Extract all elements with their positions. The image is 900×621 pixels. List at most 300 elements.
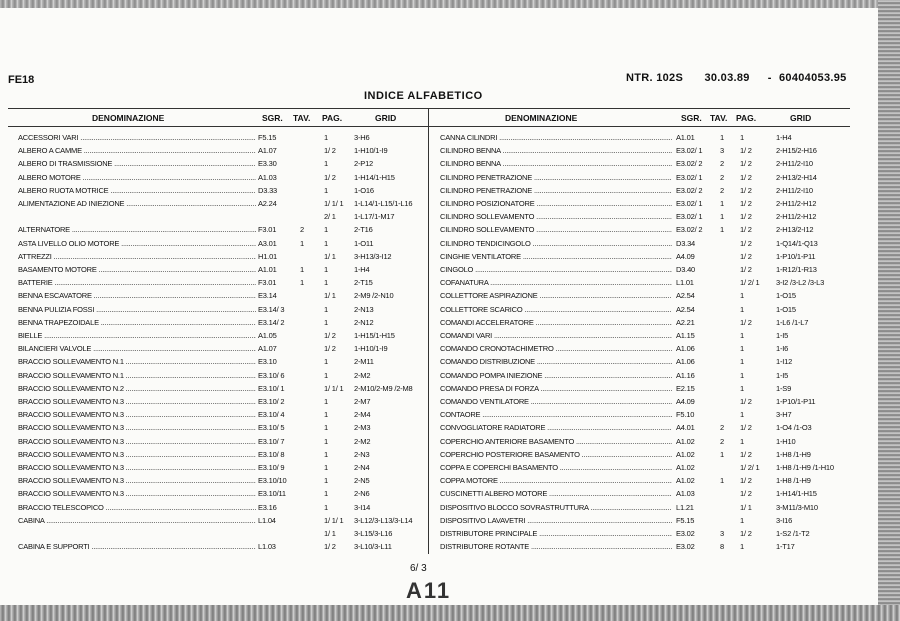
entry-tav: 3	[720, 146, 724, 156]
entry-sgr: A2.24	[258, 199, 277, 208]
entry-sgr: D3.40	[676, 265, 696, 274]
entry-pag: 1/ 2	[740, 476, 752, 486]
table-row	[18, 503, 423, 516]
doc-number: 60404053.95	[779, 72, 847, 84]
entry-grid: 1-I5	[776, 331, 789, 340]
entry-name: BRACCIO SOLLEVAMENTO N.3 .....	[18, 410, 256, 419]
entry-grid: 1-R12/1-R13	[776, 265, 817, 274]
entry-pag: 1	[324, 410, 328, 420]
entry-grid: 1-L6 /1-L7	[776, 317, 809, 327]
col-grid-left: GRID	[375, 113, 397, 123]
entry-pag: 1/ 2	[740, 529, 752, 538]
entry-pag: 1/ 1/ 1	[324, 383, 344, 393]
entry-sgr: A4.01	[676, 423, 695, 433]
table-row	[440, 278, 845, 291]
table-row	[440, 463, 845, 476]
entry-sgr: E3.10/ 4	[258, 410, 285, 420]
entry-sgr: A1.07	[258, 344, 277, 354]
entry-sgr: A1.02	[676, 463, 695, 472]
entry-pag: 1/ 2	[740, 238, 752, 248]
entry-grid: 1-T17	[776, 542, 795, 552]
table-row	[440, 212, 845, 225]
entry-pag: 1/ 2	[740, 172, 752, 182]
entry-sgr: F3.01	[258, 278, 277, 288]
table-row	[18, 199, 423, 212]
entry-pag: 1	[740, 410, 744, 420]
entry-grid: 2-M9 /2-N10	[354, 291, 394, 301]
table-row	[440, 423, 845, 436]
table-row	[440, 331, 845, 344]
entry-name: COLLETTORE SCARICO .....	[440, 305, 672, 314]
entry-sgr: E3.10/ 1	[258, 383, 285, 393]
table-row	[440, 410, 845, 423]
entry-name: BRACCIO SOLLEVAMENTO N.1 .....	[18, 357, 256, 366]
scan-edge-top	[0, 0, 900, 8]
entry-sgr: A1.03	[676, 489, 695, 499]
entry-pag: 1	[324, 449, 328, 459]
entry-grid: 1-O4 /1-O3	[776, 423, 812, 433]
entry-pag: 1/ 2	[740, 397, 752, 406]
entry-pag: 1	[324, 489, 328, 499]
entry-pag: 1/ 2	[740, 212, 752, 222]
entry-pag: 1	[324, 265, 328, 274]
entry-grid: 3-I16	[776, 515, 793, 525]
entry-tav: 1	[300, 278, 304, 288]
entry-sgr: F5.15	[676, 515, 695, 525]
entry-tav: 1	[720, 199, 724, 208]
table-row	[440, 265, 845, 278]
table-row	[18, 529, 423, 542]
entry-pag: 1/ 2	[740, 251, 752, 261]
table-row	[18, 344, 423, 357]
entry-tav: 1	[300, 265, 304, 274]
entry-name: ACCESSORI VARI .....	[18, 133, 256, 142]
entry-grid: 1-H10/1-I9	[354, 344, 388, 354]
entry-grid: 2-M10/2-M9 /2-M8	[354, 383, 413, 393]
table-row	[440, 173, 845, 186]
entry-grid: 1-Q14/1-Q13	[776, 238, 818, 248]
entry-name: COLLETTORE ASPIRAZIONE .....	[440, 291, 672, 300]
entry-pag: 1/ 2	[740, 146, 752, 156]
entry-name: CILINDRO SOLLEVAMENTO .....	[440, 225, 672, 234]
entry-sgr: E3.02/ 1	[676, 199, 703, 208]
entry-pag: 1	[324, 397, 328, 406]
entry-pag: 1	[324, 278, 328, 288]
entry-grid: 2-H11/2-H12	[776, 199, 817, 208]
entry-name: CONVOGLIATORE RADIATORE .....	[440, 423, 672, 432]
entry-sgr: A1.05	[258, 331, 277, 340]
entry-pag: 1	[740, 304, 744, 314]
entry-grid: 3-H6	[354, 133, 370, 142]
entry-sgr: A2.21	[676, 317, 695, 327]
entry-grid: 2-H11/2-I10	[776, 159, 813, 169]
entry-grid: 1-H8 /1-H9	[776, 449, 811, 459]
table-row	[18, 397, 423, 410]
entry-sgr: E3.02/ 2	[676, 185, 703, 195]
entry-name: BRACCIO SOLLEVAMENTO N.3 .....	[18, 423, 256, 432]
entry-sgr: E3.10/10	[258, 476, 287, 486]
col-denominazione-left: DENOMINAZIONE	[92, 113, 165, 123]
entry-tav: 1	[720, 225, 724, 235]
entry-sgr: E3.10/ 8	[258, 449, 285, 459]
entry-name: ALBERO DI TRASMISSIONE .....	[18, 159, 256, 168]
table-row	[18, 133, 423, 146]
table-row	[440, 529, 845, 542]
entry-grid: 2-M4	[354, 410, 371, 420]
table-row	[18, 542, 423, 555]
table-row	[440, 542, 845, 555]
col-denominazione-right: DENOMINAZIONE	[505, 113, 578, 123]
entry-grid: 1-H10/1-I9	[354, 146, 388, 156]
entry-pag: 1/ 2/ 1	[740, 463, 760, 472]
entry-tav: 8	[720, 542, 724, 552]
entry-name: BATTERIE .....	[18, 278, 256, 287]
entry-grid: 2-M2	[354, 370, 371, 380]
entry-name: DISPOSITIVO BLOCCO SOVRASTRUTTURA .....	[440, 503, 672, 512]
entry-grid: 2-H11/2-H12	[776, 212, 817, 222]
entry-sgr: A3.01	[258, 238, 277, 248]
entry-grid: 1-S2 /1-T2	[776, 529, 810, 538]
entry-grid: 3-I14	[354, 502, 371, 512]
entry-pag: 1	[740, 370, 744, 380]
entry-name: ALTERNATORE .....	[18, 225, 256, 234]
entry-sgr: A2.54	[676, 304, 695, 314]
entry-name: BENNA TRAPEZOIDALE .....	[18, 318, 256, 327]
col-tav-left: TAV.	[293, 113, 311, 123]
doc-date: 30.03.89	[704, 72, 750, 84]
entry-name: CILINDRO PENETRAZIONE .....	[440, 173, 672, 182]
entry-name: COPERCHIO POSTERIORE BASAMENTO .....	[440, 450, 672, 459]
entry-name: COMANDO POMPA INIEZIONE .....	[440, 371, 672, 380]
entry-sgr: E3.10/11	[258, 489, 286, 499]
table-row	[18, 410, 423, 423]
table-row	[440, 146, 845, 159]
entry-pag: 1	[324, 463, 328, 472]
entry-tav: 1	[720, 133, 724, 142]
entry-sgr: E3.10/ 5	[258, 423, 285, 433]
column-divider	[428, 108, 429, 554]
entry-pag: 1	[324, 502, 328, 512]
scan-edge-right	[878, 0, 900, 621]
entry-pag: 1	[324, 304, 328, 314]
table-row	[440, 199, 845, 212]
entry-name: CILINDRO TENDICINGOLO .....	[440, 239, 672, 248]
entry-pag: 1/ 1/ 1	[324, 199, 344, 208]
table-row	[440, 516, 845, 529]
entry-sgr: A1.07	[258, 146, 277, 156]
table-row	[18, 437, 423, 450]
table-row	[18, 291, 423, 304]
entry-pag: 1	[324, 159, 328, 169]
entry-name: BRACCIO SOLLEVAMENTO N.3 .....	[18, 463, 256, 472]
table-row	[440, 133, 845, 146]
col-sgr-right: SGR.	[681, 113, 702, 123]
entry-pag: 1/ 2	[740, 159, 752, 169]
entry-pag: 1/ 2	[740, 449, 752, 459]
entry-name: ASTA LIVELLO OLIO MOTORE .....	[18, 239, 256, 248]
entry-grid: 2-P12	[354, 159, 374, 169]
col-tav-right: TAV.	[710, 113, 728, 123]
entry-grid: 1-O15	[776, 304, 796, 314]
entry-pag: 1	[324, 225, 328, 235]
entry-grid: 1-H14/1-H15	[354, 172, 395, 182]
table-row	[440, 239, 845, 252]
entry-pag: 1/ 2	[740, 225, 752, 235]
entry-tav: 1	[720, 449, 724, 459]
table-row	[18, 212, 423, 225]
entry-grid: 1-P10/1-P11	[776, 251, 816, 261]
entry-name: BRACCIO SOLLEVAMENTO N.3 .....	[18, 450, 256, 459]
entry-grid: 1-S9	[776, 383, 792, 393]
table-row	[18, 252, 423, 265]
entry-grid: 3-L10/3-L11	[354, 542, 392, 552]
entry-sgr: D3.34	[676, 238, 696, 248]
table-row	[18, 463, 423, 476]
entry-name: DISPOSITIVO LAVAVETRI .....	[440, 516, 672, 525]
entry-grid: 2-M11	[354, 357, 374, 367]
scan-edge-bottom	[0, 605, 900, 621]
entry-sgr: E3.10/ 6	[258, 370, 285, 380]
entry-sgr: A4.09	[676, 397, 695, 406]
entry-sgr: A1.03	[258, 172, 277, 182]
entry-grid: 1-I12	[776, 357, 793, 367]
entry-tav: 1	[720, 476, 724, 486]
entry-name: COPERCHIO ANTERIORE BASAMENTO .....	[440, 437, 672, 446]
entry-name: BRACCIO SOLLEVAMENTO N.2 .....	[18, 384, 256, 393]
entry-pag: 1	[324, 185, 328, 195]
entry-grid: 2-H13/2-I12	[776, 225, 814, 235]
entry-pag: 1/ 2	[324, 172, 336, 182]
entry-sgr: A1.02	[676, 449, 695, 459]
doc-reference: NTR. 102S 30.03.89 - 60404053.95	[626, 72, 847, 84]
entry-sgr: E3.02/ 1	[676, 172, 703, 182]
entry-grid: 1-O11	[354, 238, 374, 248]
entry-pag: 1	[324, 238, 328, 248]
entry-pag: 1	[740, 515, 744, 525]
entry-pag: 1/ 2/ 1	[740, 278, 760, 288]
ntr-label: NTR. 102S	[626, 72, 684, 84]
table-row	[440, 397, 845, 410]
entry-pag: 1/ 2	[740, 265, 752, 274]
entry-sgr: E3.30	[258, 159, 277, 169]
entry-tav: 2	[720, 423, 724, 433]
entry-sgr: A1.02	[676, 476, 695, 486]
entry-grid: 1-H8 /1-H9 /1-H10	[776, 463, 834, 472]
table-row	[18, 423, 423, 436]
entry-sgr: A1.02	[676, 436, 695, 446]
entry-grid: 2-M3	[354, 423, 371, 433]
entry-grid: 2-T16	[354, 225, 373, 235]
entry-name: BRACCIO SOLLEVAMENTO N.3 .....	[18, 437, 256, 446]
table-row	[18, 173, 423, 186]
col-pag-left: PAG.	[322, 113, 343, 123]
entry-grid: 3-L12/3-L13/3-L14	[354, 515, 413, 525]
table-row	[440, 357, 845, 370]
entry-name: BENNA PULIZIA FOSSI .....	[18, 305, 256, 314]
entry-grid: 3-I2 /3-L2 /3-L3	[776, 278, 825, 288]
entry-pag: 1/ 2	[324, 146, 336, 156]
entry-name: CINGOLO .....	[440, 265, 672, 274]
table-row	[440, 252, 845, 265]
entry-pag: 1/ 1	[324, 529, 336, 538]
entry-grid: 1-L17/1-M17	[354, 212, 395, 222]
entry-tav: 1	[300, 238, 304, 248]
entry-name: CABINA E SUPPORTI .....	[18, 542, 256, 551]
entry-sgr: E3.10/ 7	[258, 436, 285, 446]
table-row	[440, 503, 845, 516]
entry-name: COMANDI ACCELERATORE .....	[440, 318, 672, 327]
entry-sgr: A2.54	[676, 291, 695, 301]
entry-grid: 1-H4	[776, 133, 792, 142]
entry-grid: 1-H10	[776, 436, 796, 446]
entry-pag: 1	[324, 370, 328, 380]
entry-pag: 1/ 2	[740, 489, 752, 499]
entry-name: CINGHIE VENTILATORE .....	[440, 252, 672, 261]
table-row	[18, 476, 423, 489]
entry-name: BASAMENTO MOTORE .....	[18, 265, 256, 274]
entry-tav: 2	[720, 185, 724, 195]
page-title: INDICE ALFABETICO	[364, 90, 483, 102]
table-row	[18, 331, 423, 344]
entry-pag: 1/ 2	[740, 185, 752, 195]
entry-grid: 1-H15/1-H15	[354, 331, 395, 340]
table-row	[440, 291, 845, 304]
entry-name: COMANDO VENTILATORE .....	[440, 397, 672, 406]
entry-grid: 2-H13/2-H14	[776, 172, 817, 182]
entry-name: CILINDRO POSIZIONATORE .....	[440, 199, 672, 208]
entry-sgr: A1.15	[676, 331, 695, 340]
entry-tav: 2	[720, 172, 724, 182]
entry-pag: 1/ 2	[324, 331, 336, 340]
entry-sgr: F5.10	[676, 410, 695, 420]
entry-grid: 2-T15	[354, 278, 373, 288]
entry-grid: 3-L15/3-L16	[354, 529, 393, 538]
table-row	[440, 159, 845, 172]
entry-pag: 1	[324, 476, 328, 486]
entry-pag: 1	[740, 331, 744, 340]
entry-sgr: E3.14/ 3	[258, 304, 285, 314]
table-row	[440, 318, 845, 331]
entry-sgr: E3.16	[258, 502, 277, 512]
entry-sgr: A1.01	[258, 265, 277, 274]
entry-grid: 1-L14/1-L15/1-L16	[354, 199, 413, 208]
entry-pag: 1	[740, 542, 744, 552]
col-grid-right: GRID	[790, 113, 812, 123]
entry-pag: 1/ 1/ 1	[324, 515, 344, 525]
entry-pag: 1/ 1	[324, 251, 336, 261]
entry-pag: 1	[324, 133, 328, 142]
table-row	[18, 384, 423, 397]
entry-name: ATTREZZI .....	[18, 252, 256, 261]
entry-name: COMANDO CRONOTACHIMETRO .....	[440, 344, 672, 353]
entry-tav: 2	[720, 159, 724, 169]
entry-name: BILANCIERI VALVOLE .....	[18, 344, 256, 353]
entry-grid: 2-H15/2-H16	[776, 146, 817, 156]
col-sgr-left: SGR.	[262, 113, 283, 123]
entry-name: CONTAORE .....	[440, 410, 672, 419]
entry-sgr: L1.01	[676, 278, 694, 288]
entry-grid: 2-N6	[354, 489, 370, 499]
table-row	[440, 186, 845, 199]
entry-name: BRACCIO SOLLEVAMENTO N.3 .....	[18, 397, 256, 406]
entry-pag: 1	[740, 291, 744, 301]
entry-sgr: E3.02	[676, 529, 695, 538]
entry-name: CILINDRO PENETRAZIONE .....	[440, 186, 672, 195]
entry-sgr: E3.10	[258, 357, 277, 367]
entry-pag: 1/ 2	[740, 199, 752, 208]
entry-pag: 1	[740, 383, 744, 393]
entry-sgr: E3.02/ 1	[676, 146, 703, 156]
entry-grid: 1-H14/1-H15	[776, 489, 817, 499]
entry-grid: 2-M7	[354, 397, 371, 406]
entry-name: ALBERO RUOTA MOTRICE .....	[18, 186, 256, 195]
entry-grid: 2-N4	[354, 463, 370, 472]
entry-name: COPPA MOTORE .....	[440, 476, 672, 485]
table-row	[18, 371, 423, 384]
table-row	[440, 437, 845, 450]
entry-grid: 2-N12	[354, 317, 374, 327]
entry-name: COMANDI VARI .....	[440, 331, 672, 340]
table-row	[18, 146, 423, 159]
entry-name: CUSCINETTI ALBERO MOTORE .....	[440, 489, 672, 498]
entry-pag: 1	[740, 357, 744, 367]
table-row	[18, 305, 423, 318]
table-row	[18, 357, 423, 370]
entry-pag: 1	[740, 436, 744, 446]
table-row	[18, 186, 423, 199]
col-pag-right: PAG.	[736, 113, 757, 123]
entry-sgr: E3.02/ 1	[676, 212, 703, 222]
entry-sgr: A1.06	[676, 344, 695, 354]
table-row	[18, 318, 423, 331]
entry-pag: 1	[324, 423, 328, 433]
entry-sgr: L1.03	[258, 542, 276, 552]
entry-name: COPPA E COPERCHI BASAMENTO .....	[440, 463, 672, 472]
table-row	[440, 450, 845, 463]
entry-grid: 3-H13/3-I12	[354, 251, 392, 261]
entry-grid: 1-I5	[776, 370, 789, 380]
entry-tav: 2	[720, 436, 724, 446]
entry-grid: 3-H7	[776, 410, 792, 420]
entry-pag: 1	[324, 317, 328, 327]
entry-sgr: A1.01	[676, 133, 695, 142]
entry-name: COMANDO DISTRIBUZIONE .....	[440, 357, 672, 366]
doc-code: FE18	[8, 74, 35, 86]
table-row	[18, 239, 423, 252]
entry-grid: 2-N5	[354, 476, 370, 486]
entry-sgr: D3.33	[258, 185, 278, 195]
entry-name: ALIMENTAZIONE AD INIEZIONE .....	[18, 199, 256, 208]
entry-sgr: A4.09	[676, 251, 695, 261]
entry-sgr: F5.15	[258, 133, 277, 142]
entry-grid: 2-H11/2-I10	[776, 185, 813, 195]
entry-pag: 1	[740, 344, 744, 354]
table-row	[440, 225, 845, 238]
table-top-border	[8, 108, 850, 109]
entry-grid: 1-H4	[354, 265, 370, 274]
entry-name: DISTRIBUTORE PRINCIPALE .....	[440, 529, 672, 538]
entry-name: BIELLE .....	[18, 331, 256, 340]
entry-grid: 1-O16	[354, 185, 374, 195]
entry-sgr: L1.21	[676, 502, 694, 512]
table-row	[18, 159, 423, 172]
entry-sgr: E3.14/ 2	[258, 317, 285, 327]
table-row	[18, 278, 423, 291]
entry-sgr: E3.02/ 2	[676, 159, 703, 169]
entry-pag: 1/ 2	[324, 542, 336, 552]
entry-pag: 1	[324, 436, 328, 446]
table-row	[440, 384, 845, 397]
